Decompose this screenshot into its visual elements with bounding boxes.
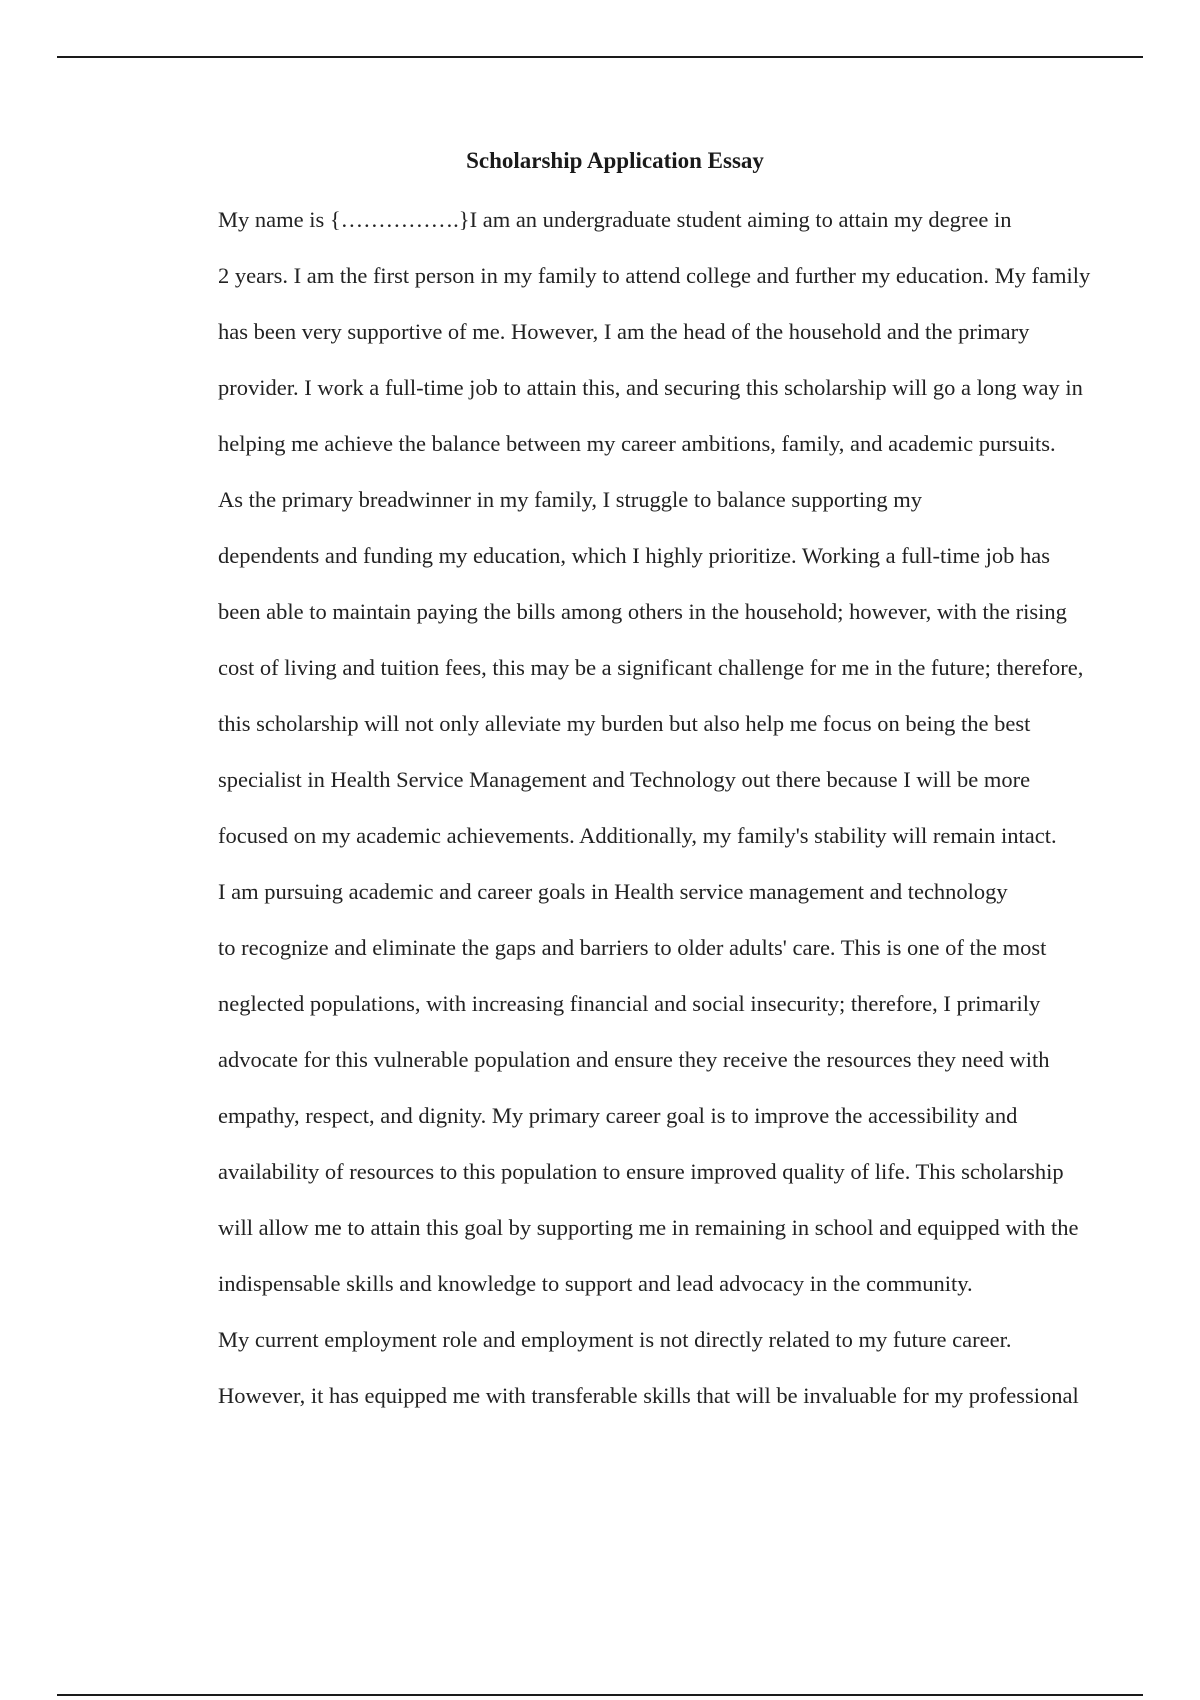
paragraph-line: neglected populations, with increasing financial and social insecurity; therefore, I primarily (218, 991, 1041, 1016)
paragraph-line: cost of living and tuition fees, this may be a significant challenge for me in the future; therefore, (218, 655, 1084, 680)
paragraph-employment (145, 1312, 1085, 1424)
paragraph-line: availability of resources to this population to ensure improved quality of life. This scholarship (218, 1159, 1064, 1184)
paragraph-line: I am pursuing academic and career goals in Health service management and technology (218, 879, 1008, 904)
paragraph-line: empathy, respect, and dignity. My primary career goal is to improve the accessibility and (218, 1103, 1018, 1128)
paragraph-line: this scholarship will not only alleviate my burden but also help me focus on being the best (218, 711, 1031, 736)
paragraph-line: been able to maintain paying the bills among others in the household; however, with the rising (218, 599, 1067, 624)
paragraph-line: 2 years. I am the first person in my family to attend college and further my education. My family (218, 263, 1091, 288)
essay-page (145, 138, 1091, 1424)
paragraph-line: has been very supportive of me. However, I am the head of the household and the primary (218, 319, 1030, 344)
paragraph-line: provider. I work a full-time job to attain this, and securing this scholarship will go a long way in (218, 375, 1083, 400)
footer-rule (57, 1694, 1143, 1696)
paragraph-line: My current employment role and employment is not directly related to my future career. (218, 1327, 1012, 1352)
paragraph-line: However, it has equipped me with transferable skills that will be invaluable for my professional (218, 1383, 1079, 1408)
paragraph-line: specialist in Health Service Management and Technology out there because I will be more (218, 767, 1031, 792)
paragraph-line: My name is {…………….}I am an undergraduate student aiming to attain my degree in (218, 207, 1012, 232)
paragraph-line: will allow me to attain this goal by supporting me in remaining in school and equipped with the (218, 1215, 1079, 1240)
paragraph-intro (145, 192, 1091, 472)
paragraph-line: helping me achieve the balance between my career ambitions, family, and academic pursuits. (218, 431, 1056, 456)
paragraph-line: indispensable skills and knowledge to support and lead advocacy in the community. (218, 1271, 973, 1296)
header-rule (57, 56, 1143, 58)
paragraph-line: focused on my academic achievements. Additionally, my family's stability will remain intact. (218, 823, 1057, 848)
paragraph-line: dependents and funding my education, which I highly prioritize. Working a full-time job has (218, 543, 1050, 568)
paragraph-breadwinner (145, 472, 1085, 864)
paragraph-line: advocate for this vulnerable population and ensure they receive the resources they need with (218, 1047, 1050, 1072)
paragraph-goals (145, 864, 1085, 1312)
paragraph-line: to recognize and eliminate the gaps and barriers to older adults' care. This is one of the most (218, 935, 1047, 960)
paragraph-line: As the primary breadwinner in my family, I struggle to balance supporting my (218, 487, 922, 512)
essay-title: Scholarship Application Essay (466, 148, 764, 173)
